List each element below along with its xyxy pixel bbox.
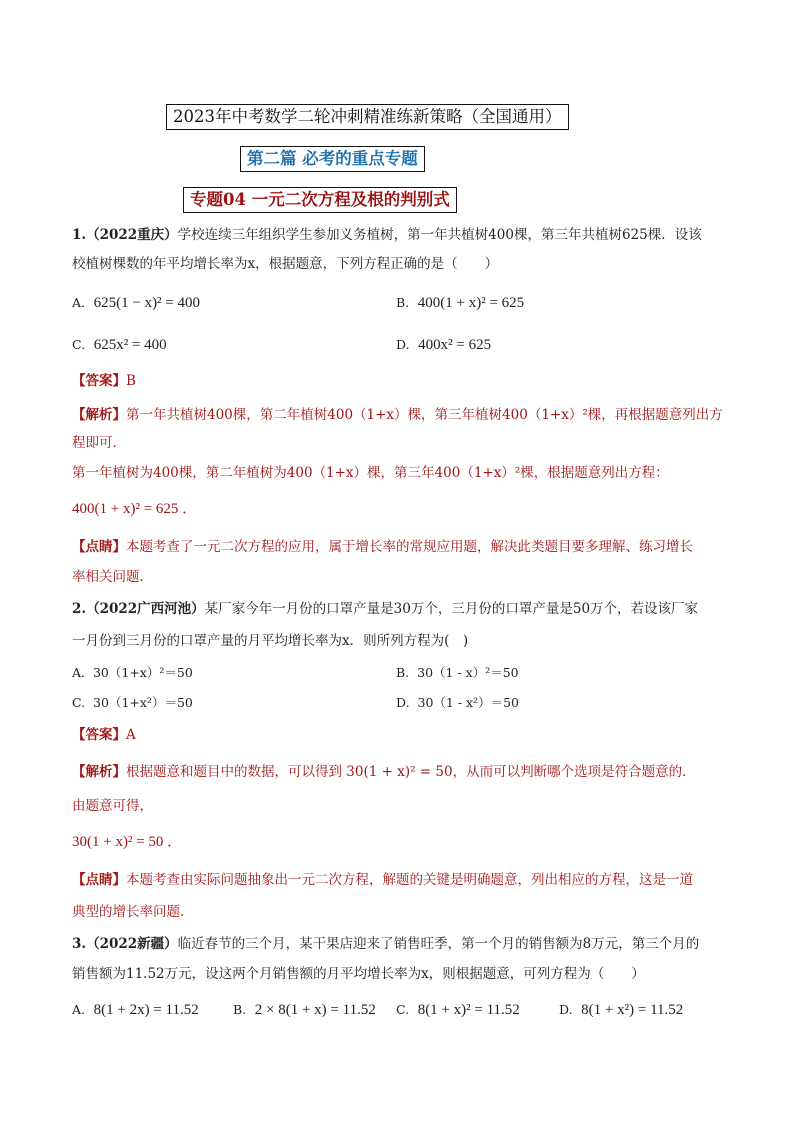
- q3-option-b-label: B.: [233, 1002, 247, 1017]
- q2-answer: [72, 724, 136, 746]
- q2-option-a: [72, 662, 193, 684]
- q3-option-c-label: C.: [396, 1002, 410, 1017]
- q2-option-c: [72, 692, 193, 714]
- q1-option-b-text: 400(1 + x)² = 625: [417, 295, 525, 311]
- q1-comment-line2: 率相关问题．: [72, 569, 153, 585]
- q3-source: （2022新疆）: [86, 936, 178, 952]
- q1-number: 1.: [72, 227, 87, 243]
- q2-option-b-text: 30（1 - x）²＝50: [417, 665, 519, 680]
- q2-answer-value: A: [126, 727, 136, 743]
- q1-option-c: [72, 334, 167, 356]
- q2-work-equation: 30(1 + x)² = 50 ．: [72, 834, 183, 850]
- q3-option-c-text: 8(1 + x)² = 11.52: [417, 1002, 520, 1018]
- q2-option-c-label: C.: [72, 695, 86, 710]
- q2-analysis-line1: [72, 761, 696, 783]
- q2-option-c-text: 30（1+x²）＝50: [93, 695, 193, 710]
- q3-option-a-label: A.: [72, 1002, 86, 1017]
- part-heading: 第二篇 必考的重点专题: [240, 146, 425, 172]
- q1-work-line1: 第一年植树为400棵，第二年植树为400（1+x）棵，第三年400（1+x）²棵，根据题意列出方程：: [72, 465, 669, 481]
- q2-stem-line1: [72, 598, 698, 620]
- q1-comment-text1: 本题考查了一元二次方程的应用，属于增长率的常规应用题，解决此类题目要多理解、练习增长: [126, 539, 693, 555]
- q3-option-b-text: 2 × 8(1 + x) = 11.52: [254, 1002, 376, 1018]
- q3-option-b: [233, 999, 376, 1021]
- q2-stem-text1: 某厂家今年一月份的口罩产量是30万个，三月份的口罩产量是50万个，若设该厂家: [204, 601, 699, 617]
- q2-comment-line1: [72, 869, 693, 891]
- q2-comment-text1: 本题考查由实际问题抽象出一元二次方程，解题的关键是明确题意，列出相应的方程，这是一道: [126, 872, 693, 888]
- q3-stem-line2: 销售额为11.52万元，设这两个月销售额的月平均增长率为x，则根据题意，可列方程为（ ）: [72, 966, 645, 982]
- q3-option-d: [559, 999, 683, 1021]
- q1-option-d-label: D.: [396, 337, 410, 352]
- q3-option-a: [72, 999, 199, 1021]
- q1-option-d-text: 400x² = 625: [418, 337, 492, 353]
- q1-analysis-line2: 程即可．: [72, 435, 126, 451]
- q1-option-c-text: 625x² = 400: [93, 337, 167, 353]
- q1-option-b: [396, 292, 524, 314]
- q2-option-b-label: B.: [396, 665, 410, 680]
- q3-stem-text1: 临近春节的三个月，某干果店迎来了销售旺季，第一个月的销售额为8万元，第三个月的: [177, 936, 700, 952]
- q2-option-a-label: A.: [72, 665, 86, 680]
- q3-number: 3.: [72, 936, 87, 952]
- q1-stem-line1: [72, 224, 702, 246]
- q3-option-a-text: 8(1 + 2x) = 11.52: [93, 1002, 199, 1018]
- q2-option-d: [396, 692, 519, 714]
- q1-comment-line1: [72, 536, 693, 558]
- q2-stem-line2: 一月份到三月份的口罩产量的月平均增长率为x．则所列方程为( ): [72, 633, 469, 649]
- q1-option-a-text: 625(1 − x)² = 400: [93, 295, 201, 311]
- q2-analysis-text1: 根据题意和题目中的数据，可以得到 30(1 + x)² = 50，从而可以判断哪个选项是符合题意的．: [126, 764, 696, 780]
- q2-work-line1: 由题意可得，: [72, 798, 153, 814]
- q2-option-d-label: D.: [396, 695, 410, 710]
- q2-analysis-tag: 【解析】: [72, 764, 126, 780]
- q2-number: 2.: [72, 601, 87, 617]
- q1-stem-text1: 学校连续三年组织学生参加义务植树，第一年共植树400棵，第三年共植树625棵．设该: [177, 227, 702, 243]
- q1-option-d: [396, 334, 491, 356]
- q1-source: （2022重庆）: [86, 227, 178, 243]
- q2-option-b: [396, 662, 519, 684]
- q3-option-c: [396, 999, 520, 1021]
- q2-option-a-text: 30（1+x）²＝50: [92, 665, 193, 680]
- q2-answer-tag: 【答案】: [72, 727, 126, 743]
- q1-answer-value: B: [126, 373, 136, 389]
- q2-option-d-text: 30（1 - x²）＝50: [417, 695, 520, 710]
- q1-option-a-label: A.: [72, 295, 86, 310]
- q1-analysis-tag: 【解析】: [72, 407, 126, 423]
- q3-option-d-label: D.: [559, 1002, 573, 1017]
- q1-analysis-text1: 第一年共植树400棵，第二年植树400（1+x）棵，第三年植树400（1+x）²棵，再根据题意列出方: [126, 407, 723, 423]
- q3-option-d-text: 8(1 + x²) = 11.52: [581, 1002, 684, 1018]
- q3-stem-line1: [72, 933, 699, 955]
- q1-answer: [72, 370, 136, 392]
- q1-option-a: [72, 292, 200, 314]
- q1-option-c-label: C.: [72, 337, 86, 352]
- q2-source: （2022广西河池）: [86, 601, 205, 617]
- q2-comment-tag: 【点睛】: [72, 872, 126, 888]
- document-title: 2023年中考数学二轮冲刺精准练新策略（全国通用）: [166, 104, 569, 130]
- q1-answer-tag: 【答案】: [72, 373, 126, 389]
- q1-option-b-label: B.: [396, 295, 410, 310]
- q1-comment-tag: 【点睛】: [72, 539, 126, 555]
- q1-work-equation: 400(1 + x)² = 625 ．: [72, 501, 198, 517]
- q1-stem-line2: 校植树棵数的年平均增长率为x，根据题意，下列方程正确的是（ ）: [72, 256, 499, 272]
- q2-comment-line2: 典型的增长率问题．: [72, 904, 194, 920]
- topic-heading: 专题04 一元二次方程及根的判别式: [183, 187, 457, 213]
- q1-analysis-line1: [72, 404, 723, 426]
